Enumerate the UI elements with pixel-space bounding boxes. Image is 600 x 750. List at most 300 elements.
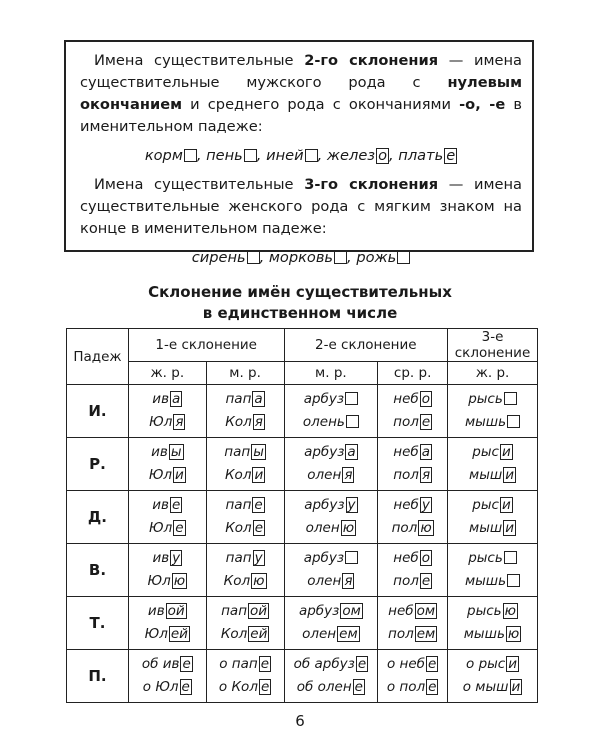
word-stem: арбуз [298, 603, 340, 619]
cell-line [448, 441, 537, 464]
word-stem: олен [307, 467, 342, 483]
ending-box: ю [253, 573, 265, 589]
word-stem: о пап [219, 656, 258, 672]
ending-box: у [347, 497, 356, 513]
word-stem: Юл [149, 520, 173, 536]
word-stem: о рыс [466, 656, 506, 672]
word [219, 656, 271, 672]
word [393, 573, 432, 589]
ending-box: о [421, 391, 430, 407]
zero-ending-box [507, 415, 520, 428]
declension-cell [206, 438, 284, 491]
ending-box: е [172, 497, 181, 513]
rule-3rd-declension: Имена существительные 3-го склонения — имена существительные женского рода с мягким знаком на конце в именительном падеже: [80, 176, 522, 237]
word-stem: арбуз [303, 550, 345, 566]
cell-line [129, 388, 206, 411]
declension-cell [378, 544, 448, 597]
word [142, 656, 193, 672]
word [465, 414, 520, 430]
cell-line [285, 494, 378, 517]
ending-box: у [254, 550, 263, 566]
cell-line [129, 623, 206, 646]
word-stem: плать [398, 147, 444, 164]
word-stem: Кол [225, 520, 252, 536]
word-stem: мыш [469, 520, 503, 536]
word [398, 147, 457, 164]
word [152, 550, 182, 566]
zero-ending-box [345, 392, 358, 405]
ending-box: е [421, 573, 431, 589]
cell-line [207, 411, 284, 434]
word [299, 603, 363, 619]
word [206, 147, 257, 164]
word [466, 656, 519, 672]
word [388, 626, 437, 642]
declension-cell [378, 438, 448, 491]
word [225, 520, 265, 536]
word-stem: неб [393, 444, 419, 460]
word [306, 520, 356, 536]
word [224, 444, 266, 460]
cell-line [207, 388, 284, 411]
cell-line [285, 676, 378, 699]
word-stem: рожь [356, 249, 397, 266]
word-stem: пол [393, 467, 419, 483]
word-stem: ив [152, 550, 170, 566]
ending-box: ы [170, 444, 182, 460]
ending-box: ы [253, 444, 264, 460]
rule-box [64, 40, 534, 266]
declension-cell [284, 650, 378, 703]
word-stem: неб [388, 603, 414, 619]
case-label: Т. [67, 597, 129, 650]
word-stem: рысь [468, 550, 503, 566]
ending-box: я [344, 573, 353, 589]
cell-line [448, 547, 537, 570]
ending-box: и [505, 467, 514, 483]
word [225, 414, 265, 430]
word [221, 603, 269, 619]
page-number: 6 [295, 712, 305, 730]
word [304, 391, 358, 407]
word [469, 520, 516, 536]
word [387, 679, 439, 695]
ending-box: а [421, 444, 431, 460]
cell-line [285, 388, 378, 411]
word-stem: Юл [149, 414, 173, 430]
declension-cell [448, 597, 538, 650]
ending-box: и [501, 497, 511, 513]
declension-cell [284, 491, 378, 544]
word-stem: Кол [224, 467, 252, 483]
cell-line [285, 517, 378, 540]
word-stem: Кол [225, 414, 252, 430]
word [294, 656, 369, 672]
cell-line [129, 494, 206, 517]
word [266, 147, 318, 164]
ending-box: ем [339, 626, 358, 642]
word-stem: пень [206, 147, 243, 164]
declension-cell [378, 491, 448, 544]
word [393, 391, 432, 407]
table-row [67, 385, 538, 438]
word-stem: о неб [386, 656, 425, 672]
cell-line [285, 623, 378, 646]
word-stem: о мыш [462, 679, 509, 695]
word-stem: Юл [147, 573, 171, 589]
declension-cell [206, 385, 284, 438]
declension-table [66, 328, 538, 703]
word-stem: ив [151, 444, 168, 460]
ending-box: я [421, 467, 431, 483]
ending-box: о [378, 147, 387, 164]
word-stem: мышь [464, 573, 507, 589]
word-stem: олен [307, 573, 342, 589]
zero-ending-box [504, 551, 517, 564]
ending-box: е [421, 414, 431, 430]
word [304, 444, 358, 460]
cell-line [285, 600, 378, 623]
declension-cell [378, 597, 448, 650]
word [151, 444, 183, 460]
word [152, 391, 182, 407]
word-stem: пап [225, 550, 252, 566]
cell-line [378, 676, 447, 699]
ending-box: и [175, 467, 184, 483]
ending-box: ем [416, 626, 436, 642]
word [393, 497, 431, 513]
rule-2nd-declension: Имена существительные 2-го склонения — имена существительные мужского рода с нулевым окончанием и среднего рода с окончаниями -о, -е в именительном падеже: [80, 52, 522, 135]
header-decl-3: 3-е склонение [448, 329, 538, 362]
ending-box: ю [507, 626, 520, 642]
cell-line [207, 623, 284, 646]
declension-cell [206, 544, 284, 597]
ending-box: ю [504, 603, 516, 619]
cell-line [207, 653, 284, 676]
cell-line [448, 570, 537, 593]
ending-box: е [446, 147, 456, 164]
declension-cell [284, 597, 378, 650]
ending-box: у [421, 497, 430, 513]
ending-box: ю [173, 573, 186, 589]
word [225, 467, 265, 483]
declension-cell [448, 385, 538, 438]
word-stem: мыш [469, 467, 503, 483]
word-stem: пол [393, 414, 419, 430]
word-stem: рысь [467, 603, 502, 619]
zero-ending-box [334, 251, 347, 264]
ending-box: я [344, 467, 353, 483]
ending-box: ю [420, 520, 432, 536]
cell-line [207, 517, 284, 540]
cell-line [448, 411, 537, 434]
ending-box: и [505, 520, 514, 536]
declension-cell [128, 385, 206, 438]
cell-line [378, 547, 447, 570]
word [297, 679, 365, 695]
cell-line [129, 411, 206, 434]
declension-cell [206, 650, 284, 703]
word-stem: Кол [223, 573, 251, 589]
word [304, 550, 358, 566]
word [464, 626, 522, 642]
word [225, 497, 264, 513]
ending-box: е [260, 656, 269, 672]
declension-cell [128, 544, 206, 597]
case-label: П. [67, 650, 129, 703]
word [225, 391, 264, 407]
table-row [67, 438, 538, 491]
cell-line [378, 570, 447, 593]
zero-ending-box [345, 551, 358, 564]
zero-ending-box [504, 392, 517, 405]
ending-box: а [347, 444, 356, 460]
ending-box: а [172, 391, 181, 407]
word [192, 249, 260, 266]
word [393, 444, 432, 460]
ending-box: ей [170, 626, 188, 642]
cell-line [129, 464, 206, 487]
ending-box: е [175, 520, 184, 536]
word-stem: рыс [472, 444, 499, 460]
cell-line [207, 570, 284, 593]
table-row [67, 491, 538, 544]
word [463, 679, 523, 695]
zero-ending-box [184, 149, 197, 162]
ending-box: е [357, 656, 367, 672]
ending-box: а [254, 391, 263, 407]
word [393, 550, 432, 566]
declension-cell [448, 544, 538, 597]
cell-line [285, 464, 378, 487]
word [472, 497, 512, 513]
word-stem: арбуз [303, 391, 345, 407]
ending-box: ей [250, 626, 268, 642]
word [327, 147, 389, 164]
ending-box: е [182, 656, 191, 672]
declension-cell [128, 650, 206, 703]
cell-line [207, 547, 284, 570]
declension-cell [128, 597, 206, 650]
ending-box: и [511, 679, 521, 695]
declension-cell [284, 438, 378, 491]
cell-line [448, 653, 537, 676]
word [467, 603, 518, 619]
case-label: Р. [67, 438, 129, 491]
cell-line [285, 411, 378, 434]
declension-cell [284, 385, 378, 438]
word [393, 414, 432, 430]
case-label: Д. [67, 491, 129, 544]
word-stem: об арбуз [293, 656, 355, 672]
word [387, 656, 438, 672]
header-gender: м. р. [206, 362, 284, 385]
table-title: Склонение имён существительных в единственном числе [148, 283, 452, 322]
cell-line [207, 494, 284, 517]
word [226, 550, 265, 566]
rule-3-examples: сирень , морковь , рожь [80, 246, 522, 270]
header-gender: ж. р. [128, 362, 206, 385]
word [393, 467, 432, 483]
word-stem: корм [144, 147, 183, 164]
cell-line [207, 441, 284, 464]
word-stem: ив [147, 603, 165, 619]
word [468, 550, 517, 566]
word [152, 497, 182, 513]
cell-line [378, 517, 447, 540]
word [224, 573, 267, 589]
declension-cell [448, 650, 538, 703]
header-gender: ж. р. [448, 362, 538, 385]
word-stem: арбуз [304, 497, 345, 513]
word [307, 467, 354, 483]
word-stem: Кол [220, 626, 248, 642]
cell-line [378, 494, 447, 517]
declension-cell [448, 491, 538, 544]
cell-line [129, 570, 206, 593]
cell-line [285, 441, 378, 464]
zero-ending-box [346, 415, 359, 428]
cell-line [129, 676, 206, 699]
word-stem: об ив [141, 656, 180, 672]
ending-box: е [254, 497, 263, 513]
ending-box: е [254, 520, 263, 536]
cell-line [285, 547, 378, 570]
cell-line [378, 388, 447, 411]
word [392, 520, 434, 536]
table-row [67, 597, 538, 650]
word [149, 467, 186, 483]
word-stem: о пол [386, 679, 426, 695]
word-stem: ив [152, 497, 170, 513]
word-stem: мышь [464, 414, 507, 430]
zero-ending-box [507, 574, 520, 587]
rule-2-examples: корм , пень , иней , желез о , плать е [144, 147, 456, 164]
word-stem: Юл [144, 626, 168, 642]
word [304, 497, 357, 513]
word-stem: неб [393, 497, 419, 513]
declension-cell [128, 491, 206, 544]
word [469, 467, 516, 483]
word-stem: олен [305, 520, 340, 536]
word-stem: пап [224, 444, 251, 460]
case-label: В. [67, 544, 129, 597]
table-row [67, 650, 538, 703]
word [221, 626, 270, 642]
word [148, 573, 188, 589]
word [388, 603, 437, 619]
word-stem: неб [393, 550, 419, 566]
zero-ending-box [247, 251, 260, 264]
declension-cell [378, 385, 448, 438]
ending-box: и [508, 656, 517, 672]
ending-box: ой [167, 603, 185, 619]
word-stem: морковь [268, 249, 334, 266]
cell-line [378, 441, 447, 464]
word-stem: пап [221, 603, 248, 619]
word-stem: иней [266, 147, 304, 164]
word [219, 679, 271, 695]
ending-box: у [172, 550, 181, 566]
cell-line [129, 600, 206, 623]
zero-ending-box [305, 149, 318, 162]
word-stem: желез [326, 147, 376, 164]
cell-line [378, 600, 447, 623]
table-row [67, 544, 538, 597]
cell-line [129, 517, 206, 540]
word [302, 626, 360, 642]
declension-cell [448, 438, 538, 491]
cell-line [448, 623, 537, 646]
cell-line [129, 441, 206, 464]
cell-line [378, 464, 447, 487]
word [465, 573, 520, 589]
header-decl-2: 2-е склонение [284, 329, 448, 362]
word-stem: ив [152, 391, 170, 407]
word-stem: пол [388, 626, 414, 642]
ending-box: ю [342, 520, 355, 536]
ending-box: и [254, 467, 264, 483]
cell-line [207, 676, 284, 699]
word-stem: о Кол [218, 679, 258, 695]
ending-box: е [260, 679, 270, 695]
zero-ending-box [397, 251, 410, 264]
cell-line [285, 653, 378, 676]
header-case: Падеж [67, 329, 129, 385]
ending-box: я [175, 414, 184, 430]
ending-box: ой [250, 603, 268, 619]
cell-line [207, 600, 284, 623]
word-stem: Юл [148, 467, 173, 483]
word [307, 573, 354, 589]
header-gender: ср. р. [378, 362, 448, 385]
word-stem: мышь [463, 626, 505, 642]
word-stem: пол [393, 573, 419, 589]
ending-box: ом [416, 603, 436, 619]
word-stem: пол [391, 520, 418, 536]
cell-line [448, 494, 537, 517]
word-stem: о Юл [142, 679, 179, 695]
ending-box: е [181, 679, 190, 695]
declension-cell [206, 491, 284, 544]
word [149, 414, 185, 430]
word [145, 626, 190, 642]
word [269, 249, 347, 266]
ending-box: и [501, 444, 511, 460]
cell-line [448, 464, 537, 487]
word [145, 147, 197, 164]
word [148, 603, 187, 619]
cell-line [285, 570, 378, 593]
header-decl-1: 1-е склонение [128, 329, 284, 362]
cell-line [129, 653, 206, 676]
word [143, 679, 192, 695]
word [468, 391, 517, 407]
zero-ending-box [244, 149, 257, 162]
cell-line [378, 653, 447, 676]
header-gender: м. р. [284, 362, 378, 385]
word-stem: об олен [296, 679, 352, 695]
cell-line [448, 600, 537, 623]
cell-line [129, 547, 206, 570]
cell-line [378, 623, 447, 646]
word-stem: арбуз [304, 444, 345, 460]
ending-box: ом [342, 603, 361, 619]
word-stem: рысь [468, 391, 503, 407]
cell-line [448, 388, 537, 411]
word-stem: пап [225, 391, 252, 407]
declension-cell [206, 597, 284, 650]
